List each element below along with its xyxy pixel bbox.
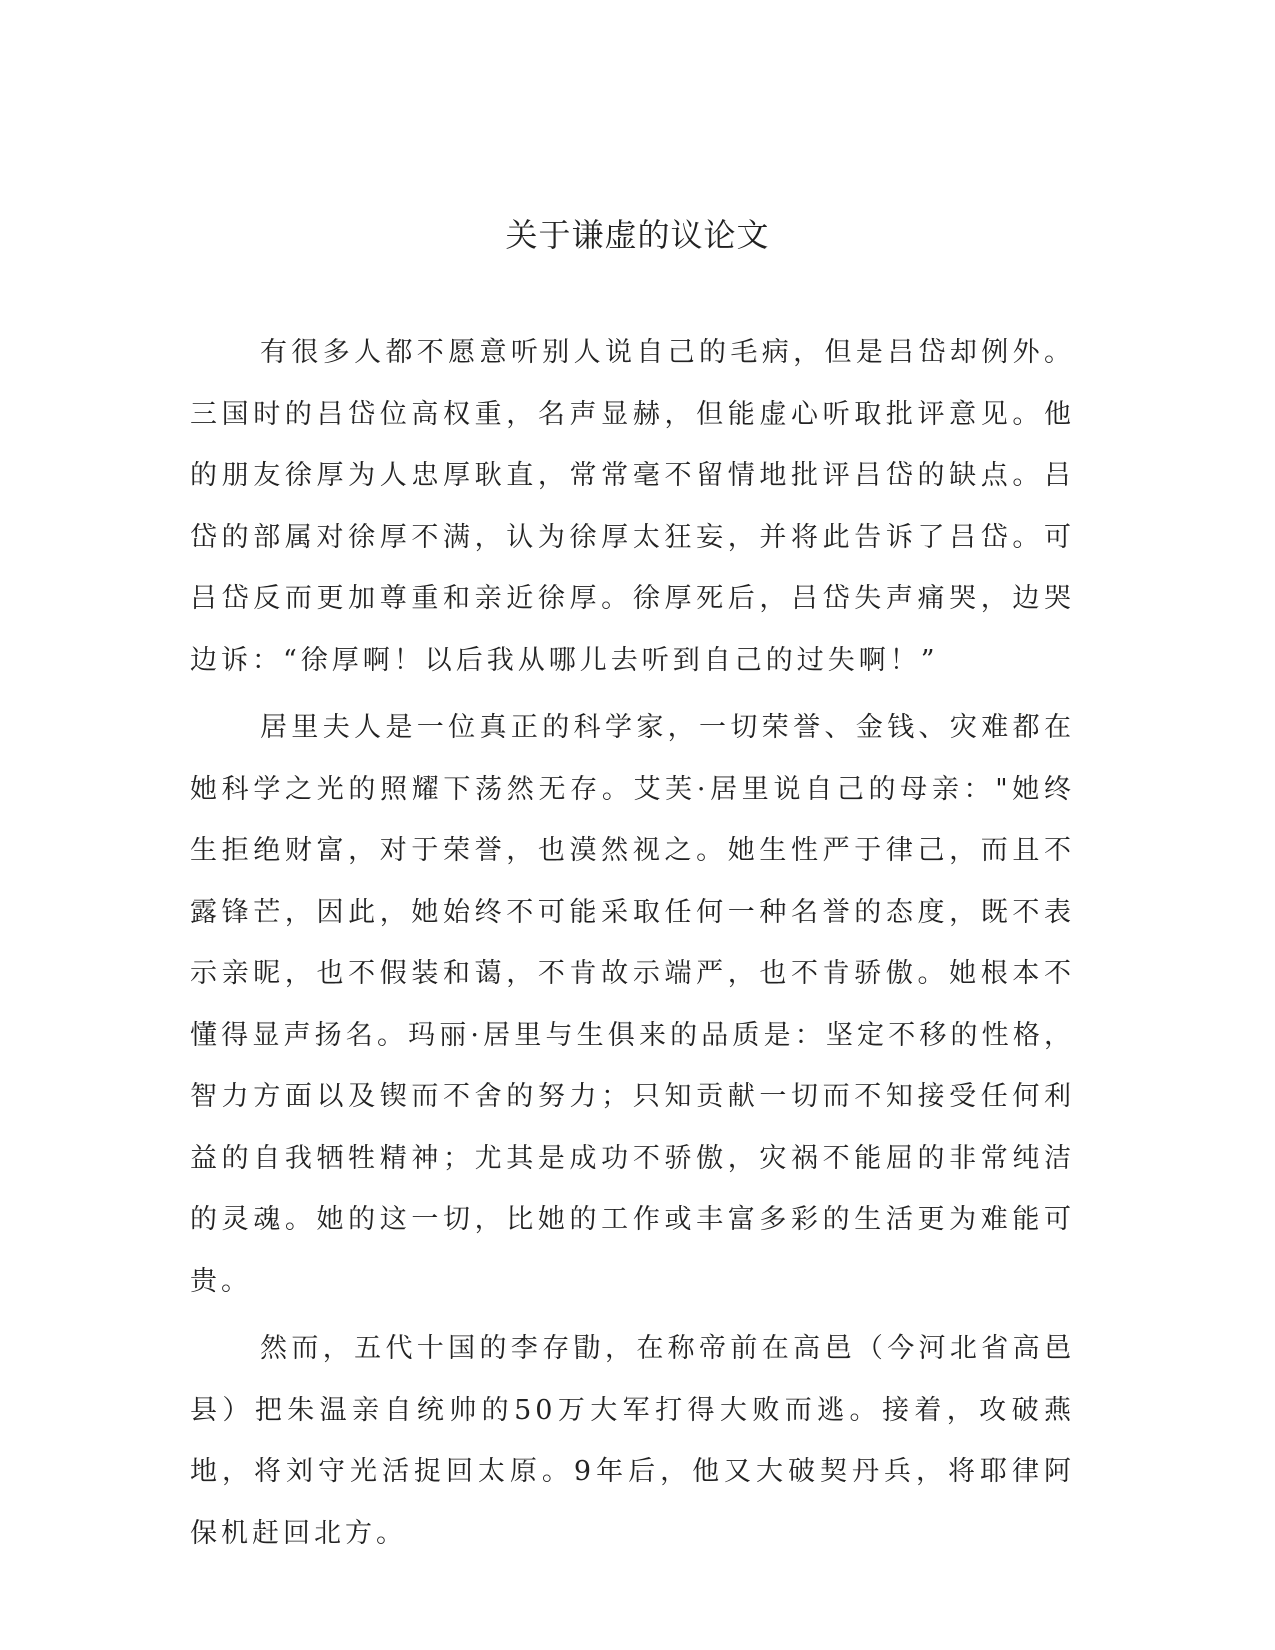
paragraph-marie-curie: 居里夫人是一位真正的科学家，一切荣誉、金钱、灾难都在她科学之光的照耀下荡然无存。艾芙·居里说自己的母亲："她终生拒绝财富，对于荣誉，也漠然视之。她生性严于律己，而且不露锋芒，因此，她始终不可能采取任何一种名誉的态度，既不表示亲昵，也不假装和蔼，不肯故示端严，也不肯骄傲。她根本不懂得显声扬名。玛丽·居里与生俱来的品质是：坚定不移的性格，智力方面以及锲而不舍的努力；只知贡献一切而不知接受任何利益的自我牺牲精神；尤其是成功不骄傲，灾祸不能屈的非常纯洁的灵魂。她的这一切，比她的工作或丰富多彩的生活更为难能可贵。: [190, 712, 1075, 1297]
document-body: [190, 322, 1075, 1570]
paragraph-lv-dai: 有很多人都不愿意听别人说自己的毛病，但是吕岱却例外。三国时的吕岱位高权重，名声显赫，但能虚心听取批评意见。他的朋友徐厚为人忠厚耿直，常常毫不留情地批评吕岱的缺点。吕岱的部属对徐厚不满，认为徐厚太狂妄，并将此告诉了吕岱。可吕岱反而更加尊重和亲近徐厚。徐厚死后，吕岱失声痛哭，边哭边诉：“徐厚啊！以后我从哪儿去听到自己的过失啊！”: [190, 337, 1075, 676]
document-title: 关于谦虚的议论文: [505, 216, 770, 254]
paragraph-li-cunxu: 然而，五代十国的李存勖，在称帝前在高邑（今河北省高邑县）把朱温亲自统帅的50万大军打得大败而逃。接着，攻破燕地，将刘守光活捉回太原。9年后，他又大破契丹兵，将耶律阿保机赶回北方。: [190, 1333, 1075, 1549]
